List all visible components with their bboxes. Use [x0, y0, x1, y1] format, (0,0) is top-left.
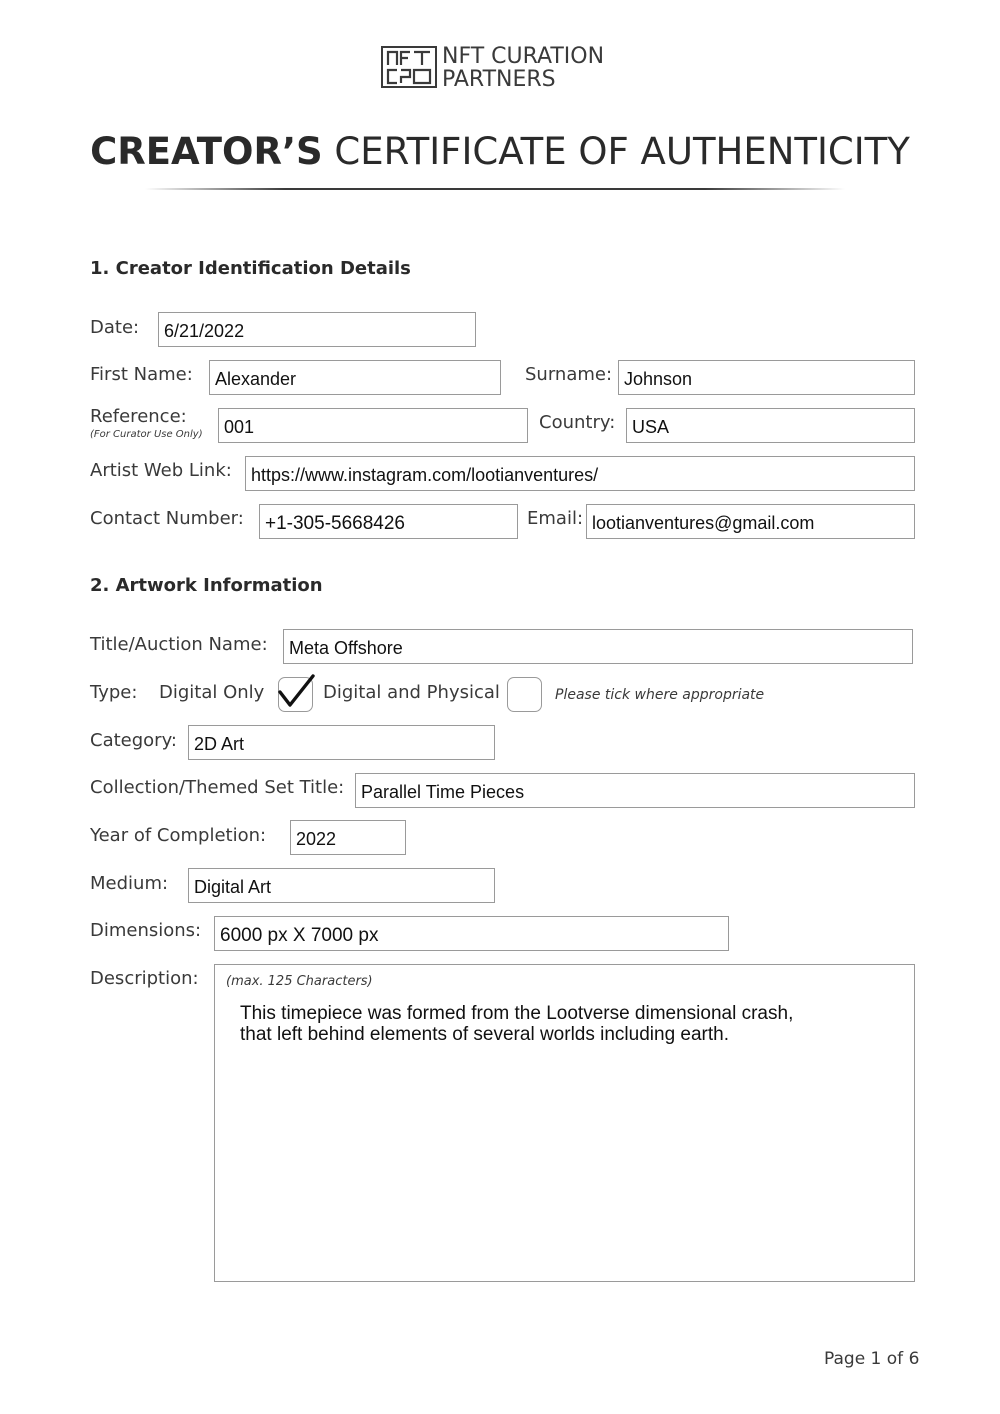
brand-name-line2: PARTNERS — [442, 67, 556, 92]
description-line1: This timepiece was formed from the Lootverse dimensional crash, — [240, 1003, 794, 1024]
type-option-digital-physical: Digital and Physical — [323, 682, 500, 703]
year-label: Year of Completion: — [90, 825, 267, 846]
description-label: Description: — [90, 968, 199, 989]
page-number: Page 1 of 6 — [824, 1349, 920, 1369]
first-name-field[interactable]: Alexander — [209, 360, 501, 395]
category-label: Category: — [90, 730, 177, 751]
description-field[interactable] — [214, 964, 915, 1282]
date-label: Date: — [90, 317, 140, 338]
surname-label: Surname: — [525, 364, 613, 385]
type-option-digital-only: Digital Only — [159, 682, 265, 703]
year-field[interactable]: 2022 — [290, 820, 406, 855]
contact-number-label: Contact Number: — [90, 508, 244, 529]
brand-logo — [381, 46, 437, 88]
dimensions-field[interactable]: 6000 px X 7000 px — [214, 916, 729, 951]
digital-only-checkbox[interactable] — [278, 677, 313, 712]
first-name-label: First Name: — [90, 364, 193, 385]
collection-field[interactable]: Parallel Time Pieces — [355, 773, 915, 808]
title-rest: CERTIFICATE OF AUTHENTICITY — [322, 130, 910, 173]
web-link-label: Artist Web Link: — [90, 460, 232, 481]
web-link-field[interactable]: https://www.instagram.com/lootianventures/ — [245, 456, 915, 491]
title-bold: CREATOR’S — [90, 130, 323, 173]
description-note: (max. 125 Characters) — [226, 974, 373, 989]
section1-heading: 1. Creator Identification Details — [90, 258, 411, 279]
email-label: Email: — [527, 508, 584, 529]
reference-note: (For Curator Use Only) — [90, 429, 203, 440]
description-line2: that left behind elements of several worlds including earth. — [240, 1024, 729, 1045]
contact-number-field[interactable]: +1-305-5668426 — [259, 504, 518, 539]
reference-label: Reference: — [90, 406, 187, 427]
email-field[interactable]: lootianventures@gmail.com — [586, 504, 915, 539]
brand-name-line1: NFT CURATION — [442, 44, 605, 69]
date-field[interactable]: 6/21/2022 — [158, 312, 476, 347]
country-field[interactable]: USA — [626, 408, 915, 443]
dimensions-label: Dimensions: — [90, 920, 202, 941]
title-divider — [145, 188, 845, 190]
surname-field[interactable]: Johnson — [618, 360, 915, 395]
medium-field[interactable]: Digital Art — [188, 868, 495, 903]
category-field[interactable]: 2D Art — [188, 725, 495, 760]
country-label: Country: — [539, 412, 616, 433]
type-hint: Please tick where appropriate — [555, 687, 765, 703]
logo-mark — [381, 46, 437, 88]
medium-label: Medium: — [90, 873, 169, 894]
reference-field[interactable]: 001 — [218, 408, 528, 443]
checkmark-icon — [277, 672, 317, 712]
svg-text:NFT CP: NFT CP — [381, 46, 385, 47]
title-auction-field[interactable]: Meta Offshore — [283, 629, 913, 664]
page-title — [0, 130, 1000, 173]
type-label: Type: — [90, 682, 138, 703]
section2-heading: 2. Artwork Information — [90, 575, 323, 596]
digital-physical-checkbox[interactable] — [507, 677, 542, 712]
collection-label: Collection/Themed Set Title: — [90, 777, 345, 798]
title-auction-label: Title/Auction Name: — [90, 634, 268, 655]
